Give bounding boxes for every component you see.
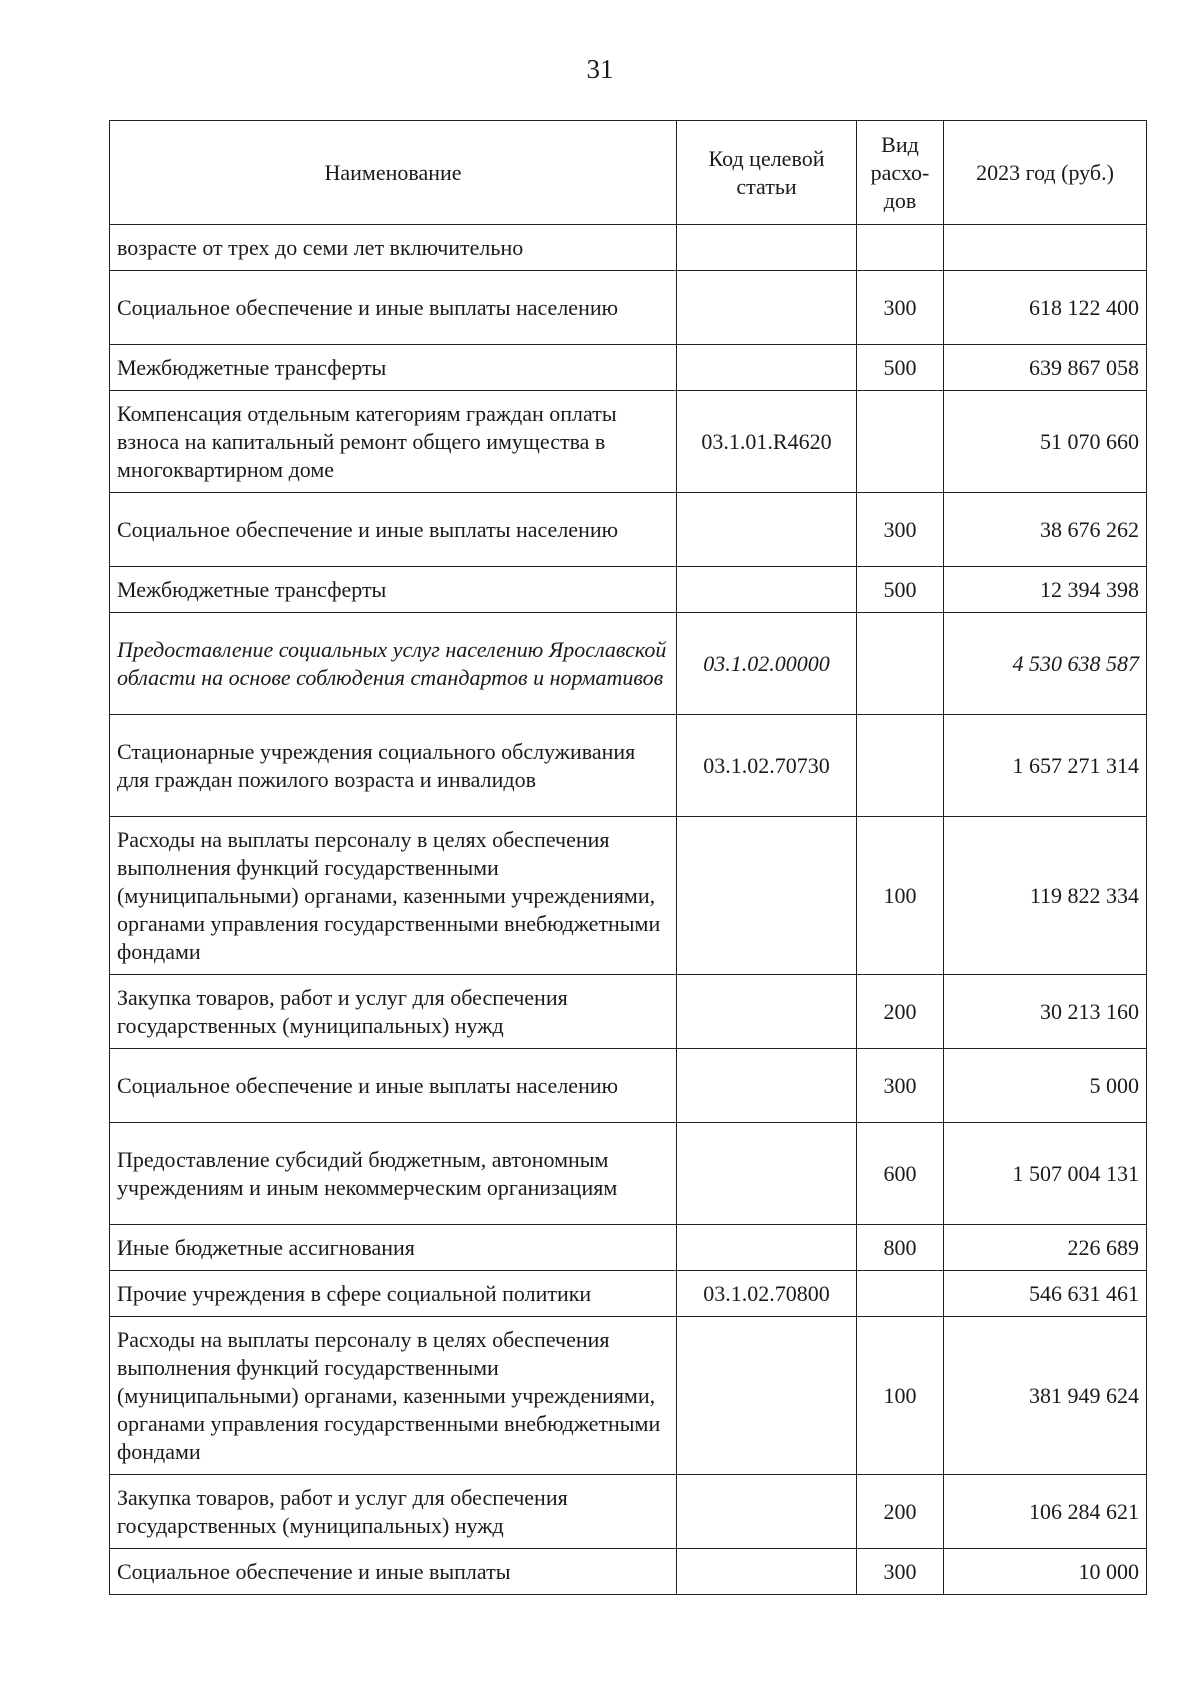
cell-name: Предоставление субсидий бюджетным, автономным учреждениям и иным некоммерческим организациям: [110, 1123, 677, 1225]
cell-name: Социальное обеспечение и иные выплаты населению: [110, 271, 677, 345]
cell-type: 800: [857, 1225, 944, 1271]
cell-amount: 1 507 004 131: [944, 1123, 1147, 1225]
cell-name: возрасте от трех до семи лет включительно: [110, 225, 677, 271]
cell-code: 03.1.02.70730: [677, 715, 857, 817]
header-code: Код целевой статьи: [677, 121, 857, 225]
cell-amount: 639 867 058: [944, 345, 1147, 391]
cell-code: 03.1.02.70800: [677, 1271, 857, 1317]
table-row: [110, 271, 1147, 345]
cell-code: [677, 225, 857, 271]
cell-name: Социальное обеспечение и иные выплаты населению: [110, 1049, 677, 1123]
cell-name: Социальное обеспечение и иные выплаты населению: [110, 493, 677, 567]
cell-amount: 226 689: [944, 1225, 1147, 1271]
cell-code: [677, 975, 857, 1049]
cell-code: [677, 345, 857, 391]
cell-code: [677, 1225, 857, 1271]
cell-amount: 4 530 638 587: [944, 613, 1147, 715]
cell-name: Стационарные учреждения социального обслуживания для граждан пожилого возраста и инвалидов: [110, 715, 677, 817]
cell-type: [857, 391, 944, 493]
cell-name: Социальное обеспечение и иные выплаты: [110, 1549, 677, 1595]
cell-type: 100: [857, 817, 944, 975]
cell-name: Иные бюджетные ассигнования: [110, 1225, 677, 1271]
cell-code: [677, 567, 857, 613]
table-row: [110, 493, 1147, 567]
page-number: 31: [586, 54, 614, 84]
table-row: [110, 567, 1147, 613]
cell-name: Компенсация отдельным категориям граждан оплаты взноса на капитальный ремонт общего имущества в многоквартирном доме: [110, 391, 677, 493]
cell-amount: 106 284 621: [944, 1475, 1147, 1549]
table-row: [110, 1317, 1147, 1475]
cell-name: Закупка товаров, работ и услуг для обеспечения государственных (муниципальных) нужд: [110, 1475, 677, 1549]
table-row: [110, 1049, 1147, 1123]
cell-amount: 38 676 262: [944, 493, 1147, 567]
table-row: [110, 975, 1147, 1049]
cell-amount: 119 822 334: [944, 817, 1147, 975]
table-row: [110, 225, 1147, 271]
table-row: [110, 1123, 1147, 1225]
cell-code: [677, 1549, 857, 1595]
cell-name: Расходы на выплаты персоналу в целях обеспечения выполнения функций государственными (муниципальными) органами, казенными учреждениями, органами управления государственными внебюджетными фондами: [110, 1317, 677, 1475]
header-type: Вид расхо-дов: [857, 121, 944, 225]
cell-type: 100: [857, 1317, 944, 1475]
table-row: [110, 715, 1147, 817]
cell-amount: 1 657 271 314: [944, 715, 1147, 817]
cell-code: [677, 817, 857, 975]
cell-amount: [944, 225, 1147, 271]
cell-code: [677, 493, 857, 567]
cell-type: [857, 715, 944, 817]
cell-code: [677, 1317, 857, 1475]
table-row: [110, 817, 1147, 975]
table-body: [110, 225, 1147, 1595]
header-name: Наименование: [110, 121, 677, 225]
table-row: [110, 391, 1147, 493]
cell-type: [857, 225, 944, 271]
cell-type: 300: [857, 1049, 944, 1123]
cell-name: Межбюджетные трансферты: [110, 567, 677, 613]
cell-code: [677, 1123, 857, 1225]
cell-code: [677, 1475, 857, 1549]
header-amount: 2023 год (руб.): [944, 121, 1147, 225]
cell-amount: 30 213 160: [944, 975, 1147, 1049]
cell-type: 200: [857, 975, 944, 1049]
table-header-row: [110, 121, 1147, 225]
table-row: [110, 1271, 1147, 1317]
table-row: [110, 1225, 1147, 1271]
table-row: [110, 613, 1147, 715]
table-row: [110, 345, 1147, 391]
cell-type: 600: [857, 1123, 944, 1225]
cell-name: Закупка товаров, работ и услуг для обеспечения государственных (муниципальных) нужд: [110, 975, 677, 1049]
budget-table: [109, 120, 1147, 1595]
cell-code: 03.1.02.00000: [677, 613, 857, 715]
cell-amount: 10 000: [944, 1549, 1147, 1595]
cell-amount: 51 070 660: [944, 391, 1147, 493]
cell-name: Прочие учреждения в сфере социальной политики: [110, 1271, 677, 1317]
cell-code: 03.1.01.R4620: [677, 391, 857, 493]
cell-amount: 546 631 461: [944, 1271, 1147, 1317]
cell-type: 300: [857, 1549, 944, 1595]
cell-type: 300: [857, 493, 944, 567]
cell-type: 500: [857, 345, 944, 391]
cell-type: 300: [857, 271, 944, 345]
cell-amount: 12 394 398: [944, 567, 1147, 613]
table-row: [110, 1549, 1147, 1595]
table-row: [110, 1475, 1147, 1549]
cell-amount: 618 122 400: [944, 271, 1147, 345]
cell-name: Предоставление социальных услуг населению Ярославской области на основе соблюдения стандартов и нормативов: [110, 613, 677, 715]
cell-amount: 5 000: [944, 1049, 1147, 1123]
cell-type: [857, 1271, 944, 1317]
cell-type: 500: [857, 567, 944, 613]
cell-name: Межбюджетные трансферты: [110, 345, 677, 391]
cell-type: 200: [857, 1475, 944, 1549]
cell-type: [857, 613, 944, 715]
cell-code: [677, 271, 857, 345]
cell-code: [677, 1049, 857, 1123]
cell-amount: 381 949 624: [944, 1317, 1147, 1475]
cell-name: Расходы на выплаты персоналу в целях обеспечения выполнения функций государственными (муниципальными) органами, казенными учреждениями, органами управления государственными внебюджетными фондами: [110, 817, 677, 975]
